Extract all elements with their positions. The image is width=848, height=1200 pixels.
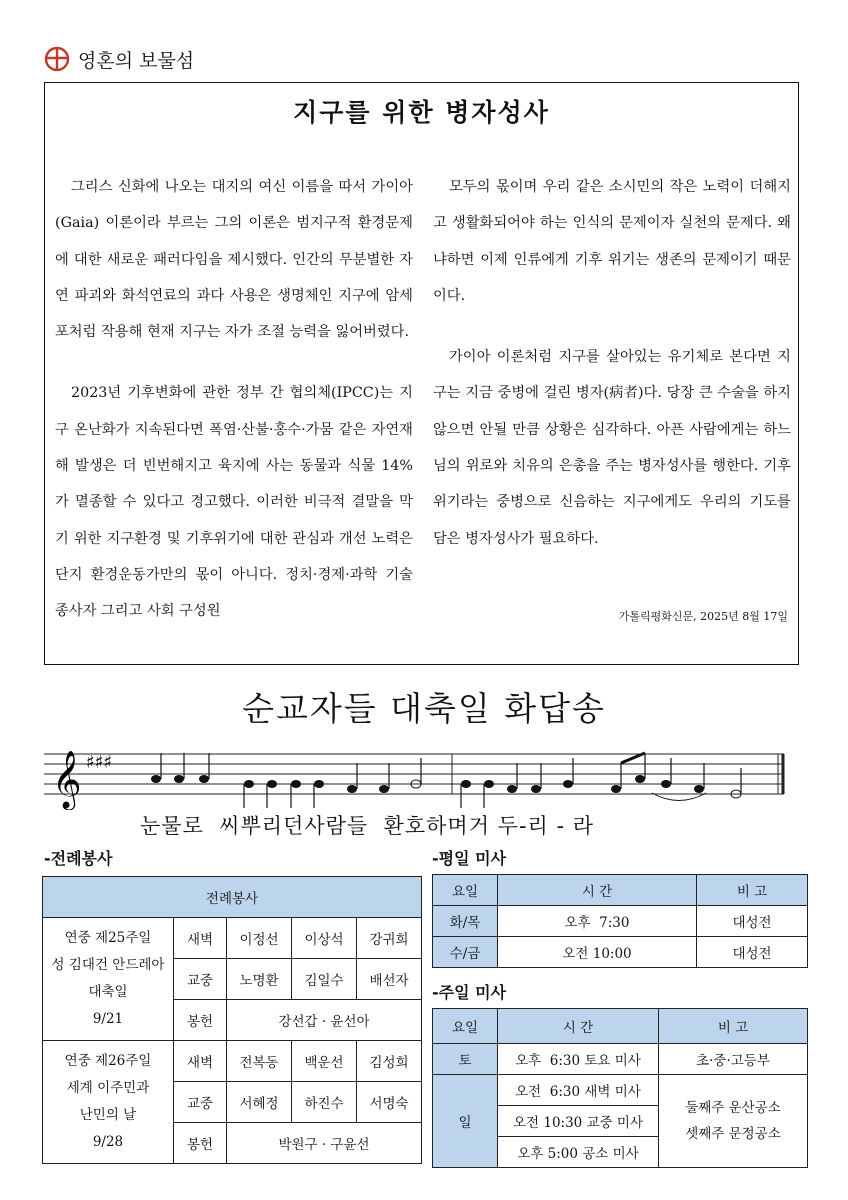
event-line: 9/28	[92, 1134, 124, 1150]
sunday-mass-table	[432, 1008, 808, 1168]
header-cell: 시 간	[498, 875, 697, 906]
notes	[151, 775, 741, 798]
liturgy-table	[42, 876, 422, 1164]
event-line: 9/21	[92, 1011, 124, 1027]
name-cell: 이상석	[292, 918, 357, 959]
weekday-mass-label: -평일 미사	[432, 849, 507, 868]
time-cell: 오전 6:30 새벽 미사	[498, 1075, 659, 1106]
note-cell: 초·중·고등부	[659, 1044, 808, 1075]
day-cell: 토	[433, 1044, 498, 1075]
event-line: 세계 이주민과	[66, 1080, 150, 1096]
event-line: 대축일	[88, 984, 128, 1000]
header-cell: 요일	[433, 1009, 498, 1044]
article-left-column	[55, 169, 413, 655]
table-row	[43, 1041, 422, 1082]
name-cell: 노명환	[227, 959, 292, 1000]
header-cell: 시 간	[498, 1009, 659, 1044]
article-box	[44, 82, 799, 665]
role-cell: 봉헌	[174, 1123, 227, 1164]
name-cell: 서명숙	[357, 1082, 422, 1123]
treble-clef-icon: 𝄞	[52, 750, 82, 808]
note-line: 둘째주 운산공소	[685, 1100, 781, 1116]
time-cell: 오후 6:30 토요 미사	[498, 1044, 659, 1075]
table-row	[433, 1044, 808, 1075]
time-cell: 오전 10:30 교중 미사	[498, 1106, 659, 1137]
table-row	[433, 937, 808, 968]
song-title: 순교자들 대축일 화답송	[242, 689, 606, 728]
note-line: 셋째주 문정공소	[685, 1126, 781, 1142]
event-line: 성 김대건 안드레아	[51, 957, 165, 973]
name-cell: 전복동	[227, 1041, 292, 1082]
day-cell: 수/금	[433, 937, 498, 968]
header-cell: 비 고	[697, 875, 808, 906]
name-cell: 강선갑 · 윤선아	[227, 1000, 422, 1041]
liturgy-table-title: 전례봉사	[43, 877, 422, 918]
liturgy-section-label: -전례봉사	[44, 849, 113, 868]
article-title: 지구를 위한 병자성사	[293, 98, 550, 127]
name-cell: 하진수	[292, 1082, 357, 1123]
name-cell: 김성희	[357, 1041, 422, 1082]
table-row	[43, 918, 422, 959]
name-cell: 백운선	[292, 1041, 357, 1082]
event-line: 연중 제26주일	[64, 1053, 152, 1069]
event-cell	[43, 1041, 174, 1164]
day-cell: 일	[433, 1075, 498, 1168]
name-cell: 배선자	[357, 959, 422, 1000]
article-paragraph: 2023년 기후변화에 관한 정부 간 협의체(IPCC)는 지구 온난화가 지속된다면 폭염·산불·홍수·가뭄 같은 자연재해 발생은 더 빈번해지고 육지에 사는 동물과 식물 14%가 멸종할 수 있다고 경고했다. 이러한 비극적 결말을 막기 위한 지구환경 및 기후위기에 대한 관심과 개선 노력은 단지 환경운동가만의 몫이 아니다. 정치·경제·과학 기술 종사자 그리고 사회 구성원	[55, 385, 413, 620]
role-cell: 교중	[174, 959, 227, 1000]
article-paragraph: 가이아 이론처럼 지구를 살아있는 유기체로 본다면 지구는 지금 중병에 걸린 병자(病者)다. 당장 큰 수술을 하지 않으면 안될 만큼 상황은 심각하다. 아픈 사람에게는 하느님의 위로와 치유의 은총을 주는 병자성사를 행한다. 기후위기라는 중병으로 신음하는 지구에게도 우리의 기도를 담은 병자성사가 필요하다.	[433, 349, 791, 547]
header-cell: 요일	[433, 875, 498, 906]
name-cell: 김일수	[292, 959, 357, 1000]
name-cell: 서혜정	[227, 1082, 292, 1123]
header-cell: 비 고	[659, 1009, 808, 1044]
role-cell: 새벽	[174, 918, 227, 959]
article-paragraph: 모두의 몫이며 우리 같은 소시민의 작은 노력이 더해지고 생활화되어야 하는 인식의 문제이자 실천의 문제다. 왜냐하면 이제 인류에게 기후 위기는 생존의 문제이기 때문이다.	[433, 179, 791, 304]
role-cell: 새벽	[174, 1041, 227, 1082]
event-line: 연중 제25주일	[64, 930, 152, 946]
day-cell: 화/목	[433, 906, 498, 937]
time-cell: 오후 5:00 공소 미사	[498, 1137, 659, 1168]
music-staff	[44, 738, 794, 810]
time-cell: 오후 7:30	[498, 906, 697, 937]
note-cell: 대성전	[697, 906, 808, 937]
name-cell: 이정선	[227, 918, 292, 959]
role-cell: 봉헌	[174, 1000, 227, 1041]
name-cell: 강귀희	[357, 918, 422, 959]
sunday-mass-label: -주일 미사	[432, 983, 507, 1002]
time-cell: 오전 10:00	[498, 937, 697, 968]
page-header	[44, 44, 194, 74]
article-source: 가톨릭평화신문, 2025년 8월 17일	[618, 610, 788, 623]
section-title: 영혼의 보물섬	[78, 49, 195, 72]
article-paragraph: 그리스 신화에 나오는 대지의 여신 이름을 따서 가이아(Gaia) 이론이라 부르는 그의 이론은 범지구적 환경문제에 대한 새로운 패러다임을 제시했다. 인간의 무분별한 자연 파괴와 화석연료의 과다 사용은 생명체인 지구에 암세포처럼 작용해 현재 지구는 자가 조절 능력을 잃어버렸다.	[55, 179, 413, 341]
song-lyrics: 눈물로 씨뿌리던사람들 환호하며거 두-리 - 라	[140, 814, 595, 838]
event-line: 난민의 날	[79, 1107, 137, 1123]
key-signature-icon: ♯♯♯	[86, 752, 113, 773]
cross-circle-icon	[44, 46, 70, 72]
table-row	[433, 906, 808, 937]
note-cell	[659, 1075, 808, 1168]
event-cell	[43, 918, 174, 1041]
name-cell: 박원구 · 구윤선	[227, 1123, 422, 1164]
article-right-column	[433, 169, 791, 582]
note-cell: 대성전	[697, 937, 808, 968]
weekday-mass-table	[432, 874, 808, 968]
role-cell: 교중	[174, 1082, 227, 1123]
table-row	[433, 1075, 808, 1106]
